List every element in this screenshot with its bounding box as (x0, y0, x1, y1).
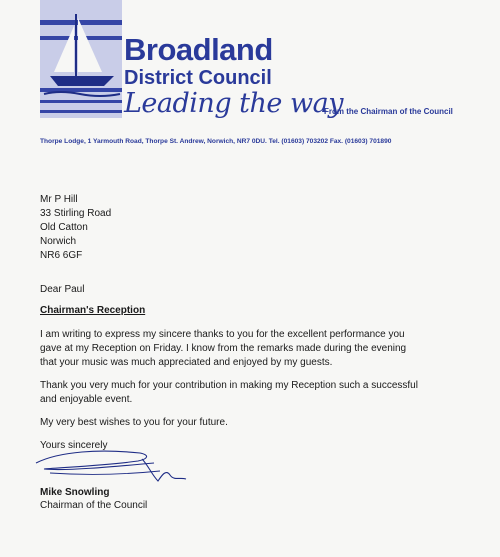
council-subname: District Council (124, 67, 272, 89)
paragraph-2-line-2: and enjoyable event. (40, 394, 133, 405)
paragraph-3: My very best wishes to you for your future. (40, 417, 228, 428)
recipient-postcode: NR6 6GF (40, 250, 83, 261)
closing: Yours sincerely (40, 440, 108, 451)
recipient-address (40, 193, 111, 263)
from-chairman-label: From the Chairman of the Council (324, 107, 453, 116)
signatory-name: Mike Snowling (40, 487, 110, 498)
recipient-name: Mr P Hill (40, 194, 78, 205)
handwritten-signature (30, 445, 190, 490)
letter-subject: Chairman's Reception (40, 305, 146, 316)
recipient-area: Old Catton (40, 222, 88, 233)
paragraph-1-line-3: that your music was much appreciated and enjoyed by my guests. (40, 357, 333, 368)
paragraph-1-line-1: I am writing to express my sincere thanks to you for the excellent performance you (40, 329, 405, 340)
council-address: Thorpe Lodge, 1 Yarmouth Road, Thorpe St. Andrew, Norwich, NR7 0DU. Tel. (01603) 703202 Fax. (01603) 701890 (40, 138, 392, 145)
council-logo (40, 0, 122, 118)
council-name: Broadland (124, 32, 273, 67)
paragraph-1-line-2: gave at my Reception on Friday. I know from the remarks made during the evening (40, 343, 407, 354)
signatory-title: Chairman of the Council (40, 500, 148, 511)
salutation: Dear Paul (40, 284, 85, 295)
council-tagline: Leading the way (124, 88, 343, 119)
paragraph-2-line-1: Thank you very much for your contribution in making my Reception such a successful (40, 380, 418, 391)
recipient-city: Norwich (40, 236, 77, 247)
recipient-street: 33 Stirling Road (40, 208, 112, 219)
